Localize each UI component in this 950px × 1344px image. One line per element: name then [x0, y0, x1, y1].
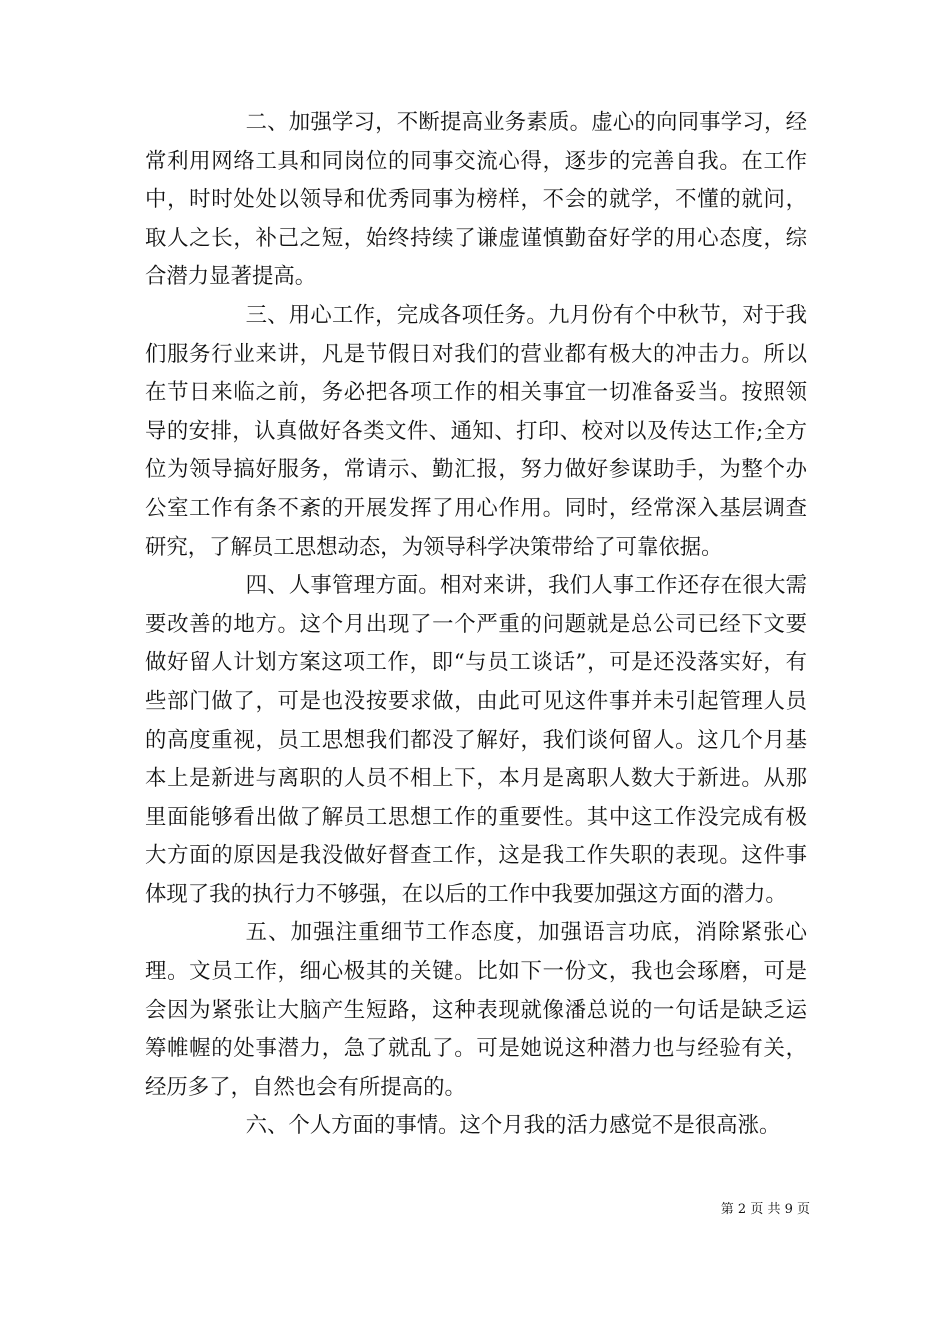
paragraph-5: 五、加强注重细节工作态度，加强语言功底，消除紧张心理。文员工作，细心极其的关键。比如下一份文，我也会琢磨，可是会因为紧张让大脑产生短路，这种表现就像潘总说的一句话是缺乏运筹帷幄的处事潜力，急了就乱了。可是她说这种潜力也与经验有关，经历多了，自然也会有所提高的。 [145, 920, 807, 1100]
paragraph-2: 二、加强学习，不断提高业务素质。虚心的向同事学习，经常利用网络工具和同岗位的同事交流心得，逐步的完善自我。在工作中，时时处处以领导和优秀同事为榜样，不会的就学，不懂的就问，取人之长，补己之短，始终持续了谦虚谨慎勤奋好学的用心态度，综合潜力显著提高。 [145, 110, 807, 290]
paragraph-6: 六、个人方面的事情。这个月我的活力感觉不是很高涨。 [245, 1113, 781, 1139]
document-body [145, 104, 807, 1146]
paragraph-4: 四、人事管理方面。相对来讲，我们人事工作还存在很大需要改善的地方。这个月出现了一个严重的问题就是总公司已经下文要做好留人计划方案这项工作，即“与员工谈话”，可是还没落实好，有些部门做了，可是也没按要求做，由此可见这件事并未引起管理人员的高度重视，员工思想我们都没了解好，我们谈何留人。这几个月基本上是新进与离职的人员不相上下，本月是离职人数大于新进。从那里面能够看出做了解员工思想工作的重要性。其中这工作没完成有极大方面的原因是我没做好督查工作，这是我工作失职的表现。这件事体现了我的执行力不够强，在以后的工作中我要加强这方面的潜力。 [145, 573, 807, 907]
paragraph-3: 三、用心工作，完成各项任务。九月份有个中秋节，对于我们服务行业来讲，凡是节假日对我们的营业都有极大的冲击力。所以在节日来临之前，务必把各项工作的相关事宜一切准备妥当。按照领导的安排，认真做好各类文件、通知、打印、校对以及传达工作;全方位为领导搞好服务，常请示、勤汇报，努力做好参谋助手，为整个办公室工作有条不紊的开展发挥了用心作用。同时，经常深入基层调查研究，了解员工思想动态，为领导科学决策带给了可靠依据。 [145, 302, 807, 560]
page-number-footer: 第 2 页 共 9 页 [720, 1202, 810, 1217]
